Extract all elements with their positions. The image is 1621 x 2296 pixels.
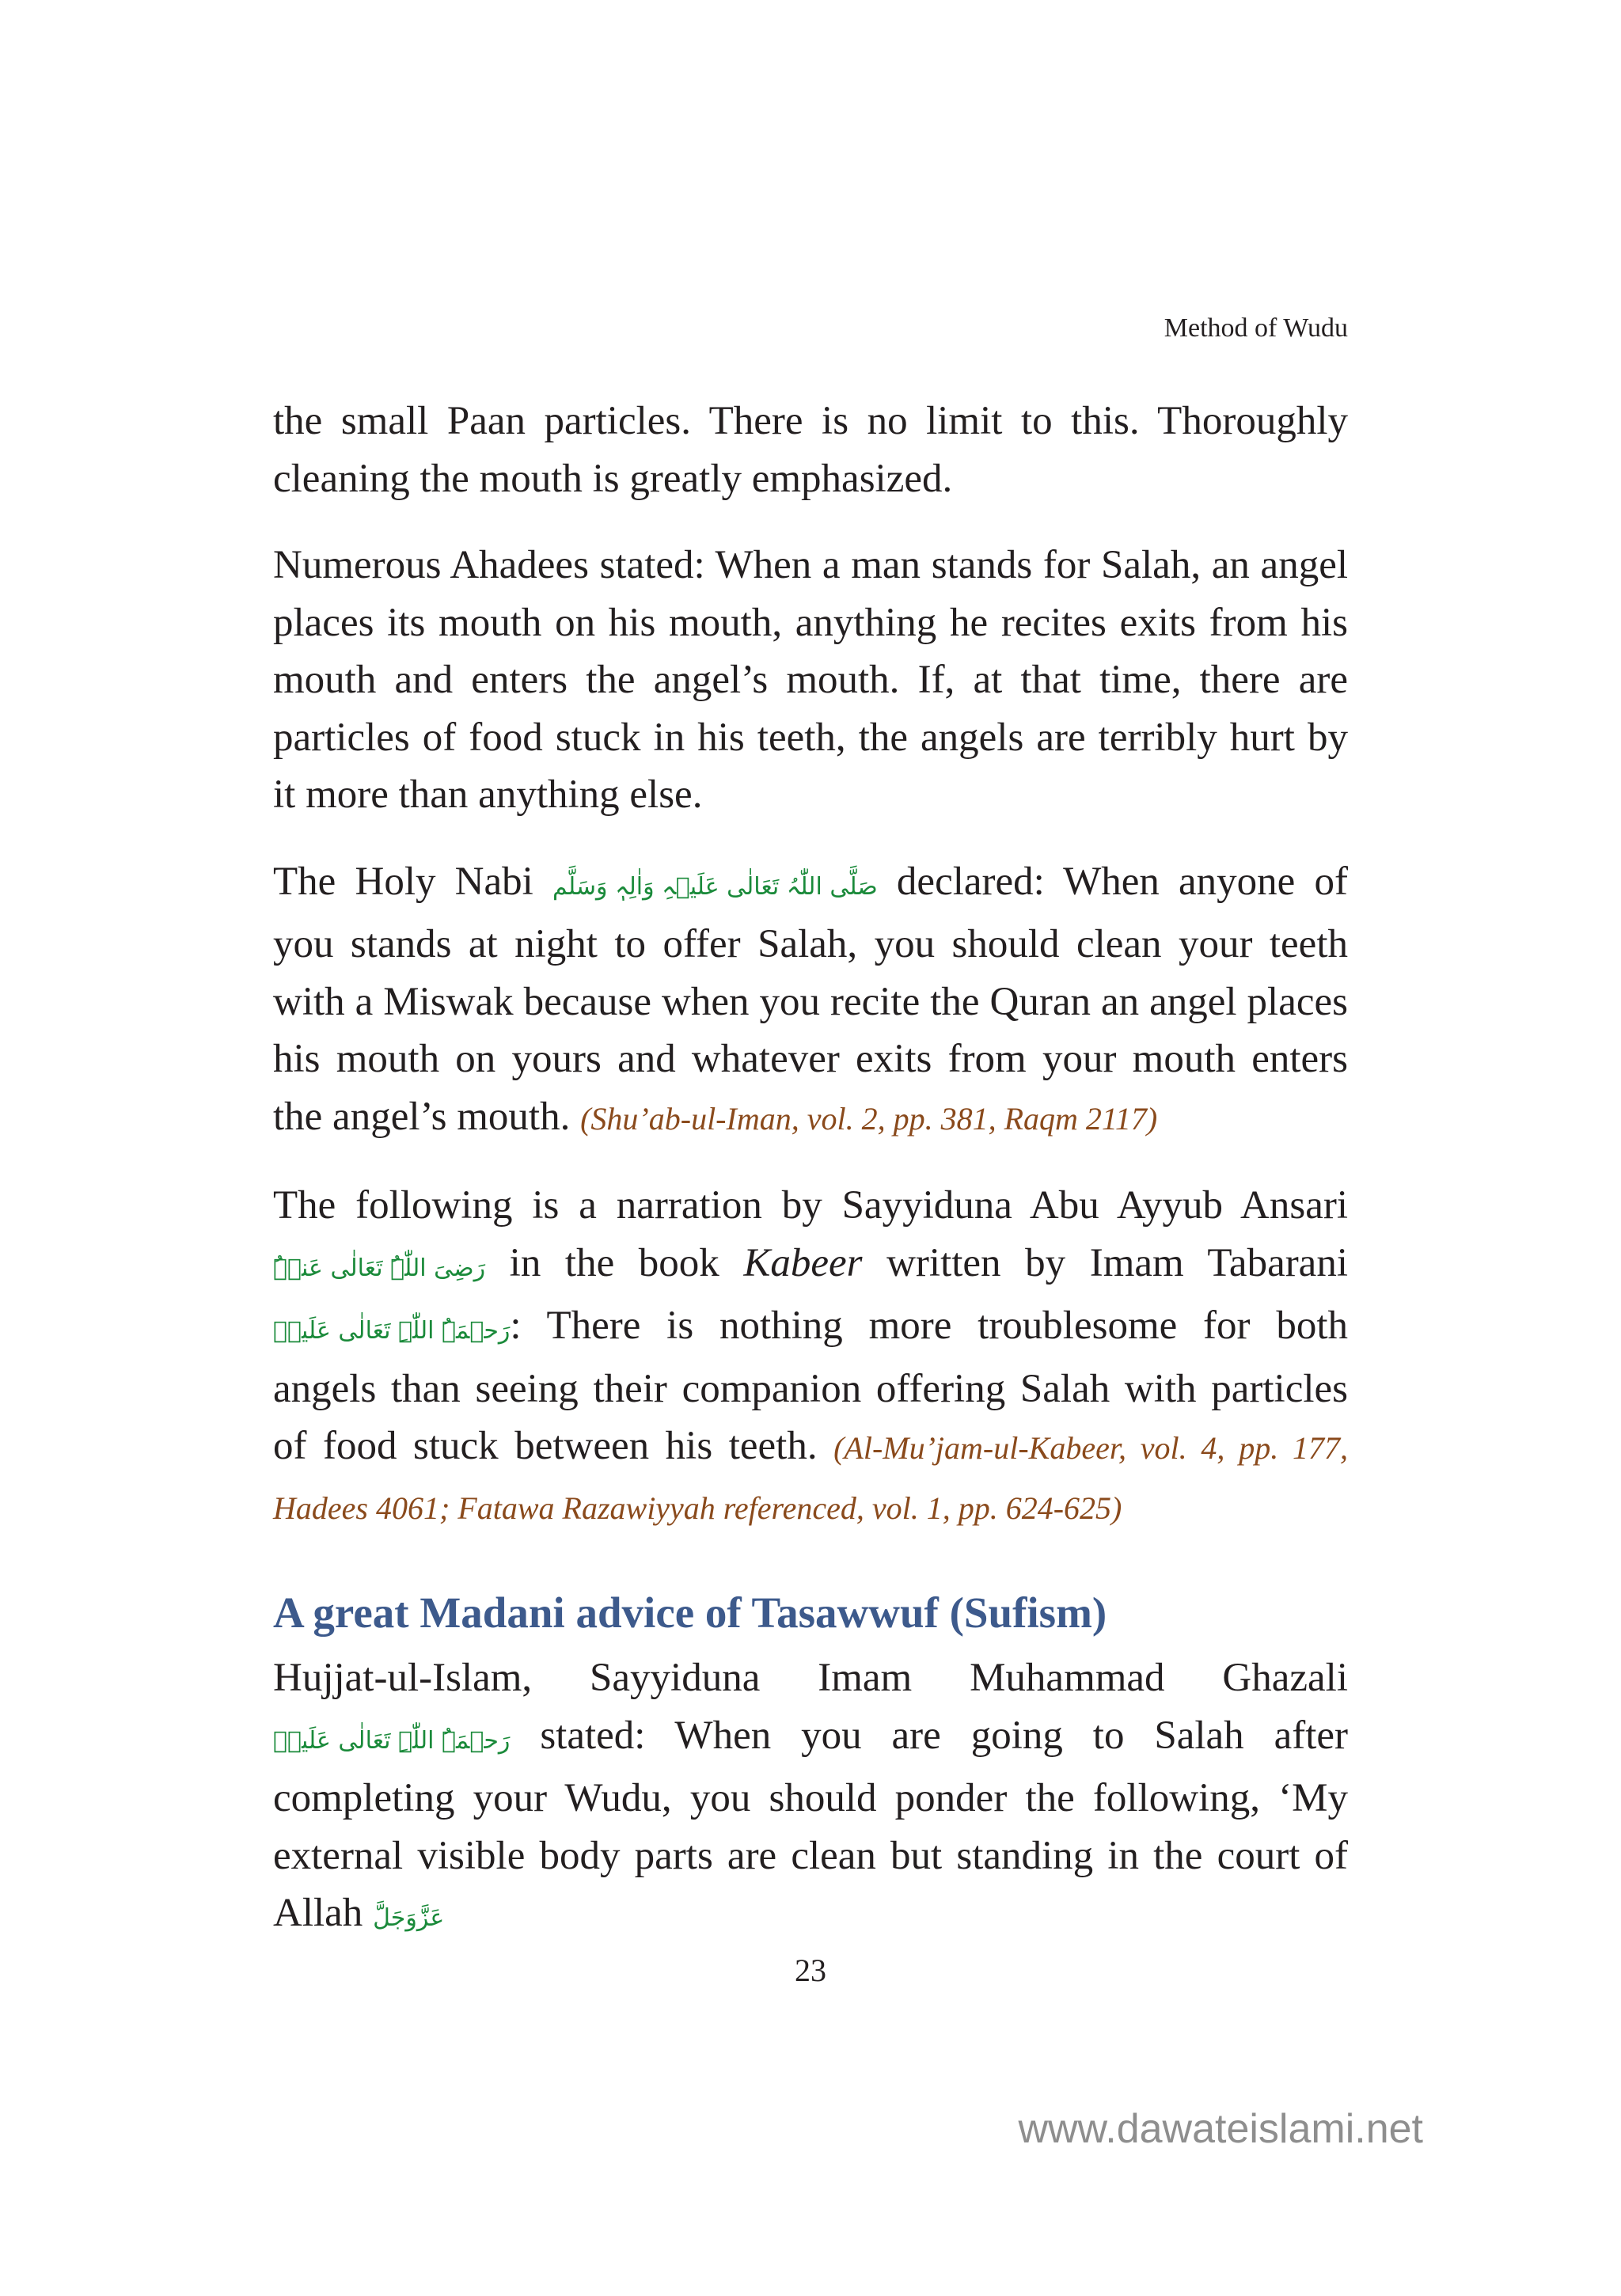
arabic-honorific: عَزَّوَجَلَّ [373, 1904, 445, 1932]
text-segment: : There is nothing more troublesome for both angels than seeing their companion offering Salah with particles of food stuck between his teeth. [273, 1304, 1348, 1468]
section-heading: A great Madani advice of Tasawwuf (Sufism) [273, 1588, 1107, 1637]
arabic-honorific: رَحۡمَۃُ اللّٰہِ تَعَالٰی عَلَیۡہ [273, 1726, 511, 1755]
text-segment: declared: When anyone of you stands at night to offer Salah, you should clean your teeth with a Miswak because when you recite the Quran an angel places his mouth on yours and whatever exits from your mouth enters the angel’s mouth. [273, 859, 1348, 1139]
arabic-honorific: رَضِیَ اللّٰہُ تَعَالٰی عَنۡہُ [273, 1254, 486, 1282]
reference-citation: (Shu’ab-ul-Iman, vol. 2, pp. 381, Raqm 2117) [580, 1100, 1158, 1137]
text-segment: The following is a narration by Sayyiduna Abu Ayyub Ansari [273, 1183, 1348, 1228]
text-segment: written by Imam Tabarani [862, 1240, 1348, 1285]
paragraph-paan-particles: the small Paan particles. There is no limit to this. Thoroughly cleaning the mouth is greatly emphasized. [273, 399, 1348, 501]
text-segment: in the book [485, 1240, 744, 1285]
body-text [273, 393, 1348, 1977]
paragraph-ahadees: Numerous Ahadees stated: When a man stands for Salah, an angel places its mouth on his mouth, anything he recites exits from his mouth and enters the angel’s mouth. If, at that time, there are particles of food stuck in his teeth, the angels are terribly hurt by it more than anything else. [273, 543, 1348, 817]
arabic-honorific: رَحۡمَۃُ اللّٰہِ تَعَالٰی عَلَیۡہ [273, 1317, 511, 1345]
text-segment: Hujjat-ul-Islam, Sayyiduna Imam Muhammad Ghazali [273, 1656, 1348, 1700]
paragraph-abu-ayyub [273, 1177, 1348, 1537]
running-header: Method of Wudu [1164, 313, 1348, 343]
text-segment: The Holy Nabi [273, 859, 553, 904]
page-number: 23 [795, 1953, 826, 1988]
paragraph-ghazali [273, 1649, 1348, 1948]
paragraph-holy-nabi [273, 853, 1348, 1148]
website-watermark: www.dawateislami.net [1018, 2106, 1423, 2152]
text-segment: stated: When you are going to Salah after completing your Wudu, you should ponder the following, ‘My external visible body parts are clean but standing in the court of Allah [273, 1713, 1348, 1935]
arabic-salutation: صَلَّى اللّٰہُ تَعَالٰی عَلَیۡہِ وَاٰلِہٖ وَسَلَّم [552, 872, 878, 901]
reference-citation: (Al-Mu’jam-ul-Kabeer, vol. 4, pp. 177, Hadees 4061; Fatawa Razawiyyah referenced, vol. 1, pp. 624-625) [273, 1430, 1348, 1526]
book-title: Kabeer [743, 1240, 863, 1285]
